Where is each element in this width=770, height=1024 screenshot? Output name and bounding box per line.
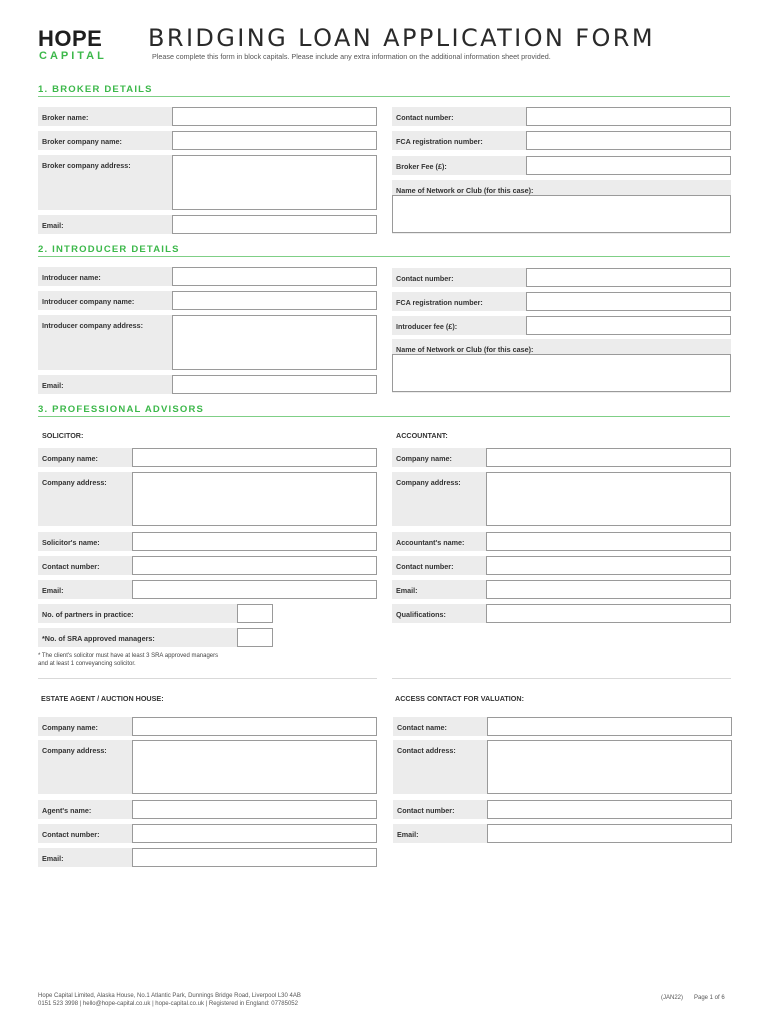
solicitor-heading: SOLICITOR: xyxy=(42,431,84,440)
accountant-email-label: Email: xyxy=(392,580,731,599)
logo-hope: HOPE xyxy=(38,26,103,51)
solicitor-company-address-label: Company address: xyxy=(38,472,377,526)
accountant-company-name-label: Company name: xyxy=(392,448,731,467)
section-title-broker: 1. BROKER DETAILS xyxy=(38,84,153,95)
divider xyxy=(392,678,731,679)
accountant-contact-number-label: Contact number: xyxy=(392,556,731,575)
access-contact-address-label: Contact address: xyxy=(393,740,732,794)
broker-fee-field[interactable] xyxy=(526,156,731,175)
accountant-heading: ACCOUNTANT: xyxy=(396,431,448,440)
introducer-email-field[interactable] xyxy=(172,375,377,394)
solicitor-company-name-label: Company name: xyxy=(38,448,377,467)
agent-email-label: Email: xyxy=(38,848,377,867)
access-contact-heading: ACCESS CONTACT FOR VALUATION: xyxy=(395,694,524,703)
footer-page-number: Page 1 of 6 xyxy=(694,995,725,1001)
access-contact-address-field[interactable] xyxy=(487,740,732,794)
accountant-name-field[interactable] xyxy=(486,532,731,551)
solicitor-sra-label: *No. of SRA approved managers: xyxy=(38,628,273,647)
broker-email-field[interactable] xyxy=(172,215,377,234)
accountant-company-address-label: Company address: xyxy=(392,472,731,526)
introducer-company-name-field[interactable] xyxy=(172,291,377,310)
divider xyxy=(38,678,377,679)
section-title-introducer: 2. INTRODUCER DETAILS xyxy=(38,244,180,255)
access-contact-number-field[interactable] xyxy=(487,800,732,819)
solicitor-email-label: Email: xyxy=(38,580,377,599)
broker-email-label: Email: xyxy=(38,215,377,234)
solicitor-partners-field[interactable] xyxy=(237,604,273,623)
section-title-advisors: 3. PROFESSIONAL ADVISORS xyxy=(38,404,205,415)
broker-company-address-label: Broker company address: xyxy=(38,155,377,210)
solicitor-company-address-field[interactable] xyxy=(132,472,377,526)
broker-contact-number-field[interactable] xyxy=(526,107,731,126)
introducer-name-label: Introducer name: xyxy=(38,267,377,286)
broker-network-field[interactable] xyxy=(392,195,731,233)
accountant-email-field[interactable] xyxy=(486,580,731,599)
agent-contact-number-label: Contact number: xyxy=(38,824,377,843)
footer-contact: 0151 523 3998 | hello@hope-capital.co.uk | hope-capital.co.uk | Registered in England: 07785052 xyxy=(38,1001,298,1007)
introducer-company-address-field[interactable] xyxy=(172,315,377,370)
access-contact-number-label: Contact number: xyxy=(393,800,732,819)
broker-fee-label: Broker Fee (£): xyxy=(392,156,731,175)
introducer-email-label: Email: xyxy=(38,375,377,394)
solicitor-name-label: Solicitor's name: xyxy=(38,532,377,551)
estate-agent-company-name-field[interactable] xyxy=(132,717,377,736)
logo-capital: CAPITAL xyxy=(39,50,107,62)
solicitor-name-field[interactable] xyxy=(132,532,377,551)
estate-agent-company-name-label: Company name: xyxy=(38,717,377,736)
access-contact-name-field[interactable] xyxy=(487,717,732,736)
access-email-label: Email: xyxy=(393,824,732,843)
access-contact-name-label: Contact name: xyxy=(393,717,732,736)
estate-agent-company-address-label: Company address: xyxy=(38,740,377,794)
broker-network-label: Name of Network or Club (for this case): xyxy=(392,180,731,234)
solicitor-partners-label: No. of partners in practice: xyxy=(38,604,273,623)
introducer-contact-number-label: Contact number: xyxy=(392,268,731,287)
footer-version: (JAN22) xyxy=(661,995,684,1001)
estate-agent-company-address-field[interactable] xyxy=(132,740,377,794)
access-email-field[interactable] xyxy=(487,824,732,843)
solicitor-company-name-field[interactable] xyxy=(132,448,377,467)
accountant-company-address-field[interactable] xyxy=(486,472,731,526)
introducer-network-field[interactable] xyxy=(392,354,731,392)
introducer-fee-label: Introducer fee (£): xyxy=(392,316,731,335)
solicitor-note-line1: * The client's solicitor must have at least 3 SRA approved managers xyxy=(38,653,219,659)
introducer-name-field[interactable] xyxy=(172,267,377,286)
broker-company-name-field[interactable] xyxy=(172,131,377,150)
solicitor-sra-field[interactable] xyxy=(237,628,273,647)
broker-fca-label: FCA registration number: xyxy=(392,131,731,150)
broker-name-field[interactable] xyxy=(172,107,377,126)
solicitor-contact-number-field[interactable] xyxy=(132,556,377,575)
page-title: BRIDGING LOAN APPLICATION FORM xyxy=(148,24,655,52)
solicitor-note-line2: and at least 1 conveyancing solicitor. xyxy=(38,661,136,667)
introducer-contact-number-field[interactable] xyxy=(526,268,731,287)
introducer-network-label: Name of Network or Club (for this case): xyxy=(392,339,731,393)
broker-fca-field[interactable] xyxy=(526,131,731,150)
estate-agent-heading: ESTATE AGENT / AUCTION HOUSE: xyxy=(41,694,164,703)
section-rule xyxy=(38,256,730,257)
accountant-qualifications-label: Qualifications: xyxy=(392,604,731,623)
introducer-fca-field[interactable] xyxy=(526,292,731,311)
solicitor-email-field[interactable] xyxy=(132,580,377,599)
solicitor-contact-number-label: Contact number: xyxy=(38,556,377,575)
broker-contact-number-label: Contact number: xyxy=(392,107,731,126)
section-rule xyxy=(38,416,730,417)
accountant-contact-number-field[interactable] xyxy=(486,556,731,575)
introducer-fee-field[interactable] xyxy=(526,316,731,335)
introducer-company-name-label: Introducer company name: xyxy=(38,291,377,310)
agent-email-field[interactable] xyxy=(132,848,377,867)
accountant-name-label: Accountant's name: xyxy=(392,532,731,551)
footer-address: Hope Capital Limited, Alaska House, No.1 Atlantic Park, Dunnings Bridge Road, Liverpool L30 4AB xyxy=(38,993,301,999)
accountant-company-name-field[interactable] xyxy=(486,448,731,467)
introducer-company-address-label: Introducer company address: xyxy=(38,315,377,370)
broker-company-name-label: Broker company name: xyxy=(38,131,377,150)
agent-contact-number-field[interactable] xyxy=(132,824,377,843)
broker-name-label: Broker name: xyxy=(38,107,377,126)
agent-name-field[interactable] xyxy=(132,800,377,819)
introducer-fca-label: FCA registration number: xyxy=(392,292,731,311)
broker-company-address-field[interactable] xyxy=(172,155,377,210)
section-rule xyxy=(38,96,730,97)
accountant-qualifications-field[interactable] xyxy=(486,604,731,623)
page-subtitle: Please complete this form in block capitals. Please include any extra information on the additional information sheet provided. xyxy=(152,52,551,61)
solicitor-note xyxy=(38,652,218,668)
agent-name-label: Agent's name: xyxy=(38,800,377,819)
